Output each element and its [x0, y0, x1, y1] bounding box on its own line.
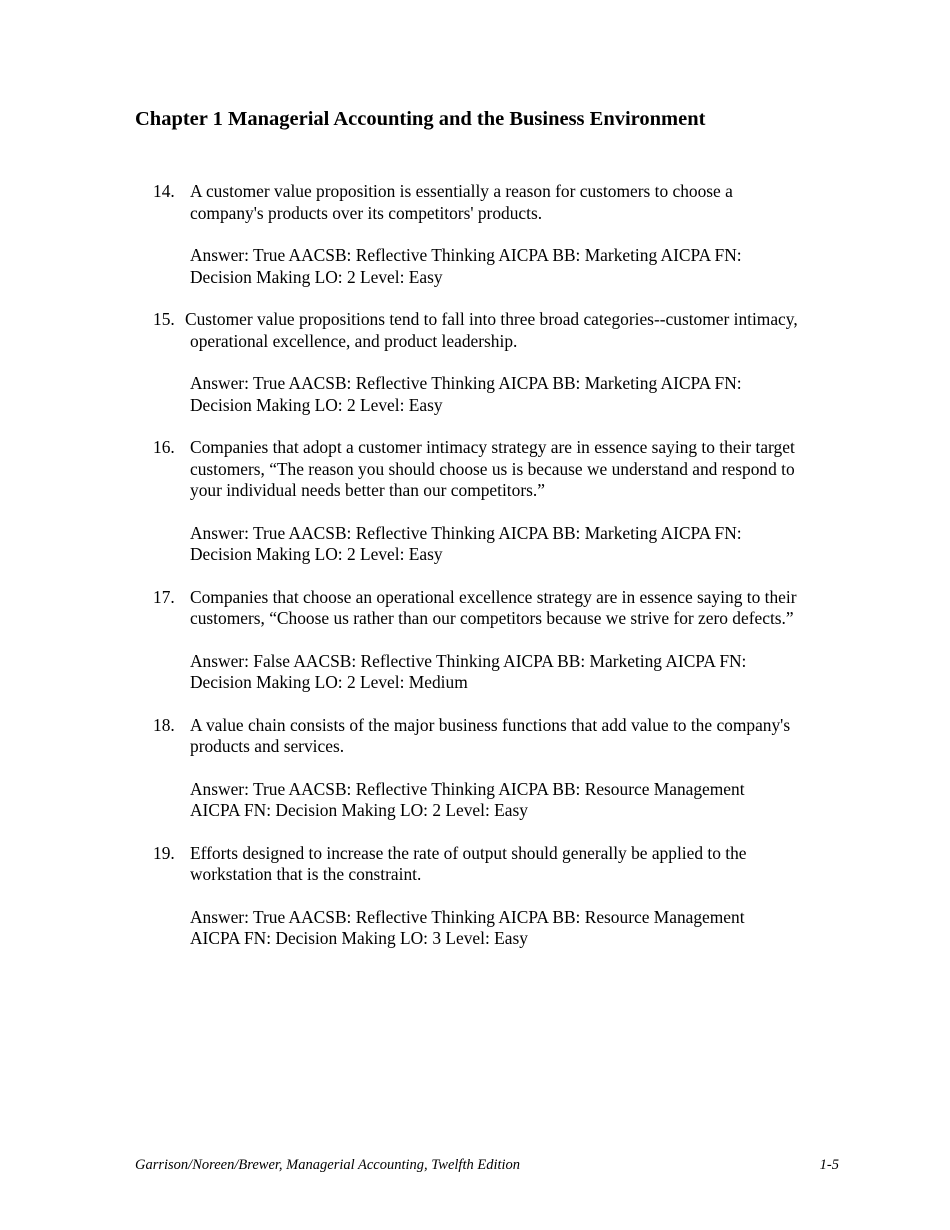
answer-line: Answer: True AACSB: Reflective Thinking AICPA BB: Resource Management AICPA FN: Decision Making LO: 2 Level: Easy	[190, 778, 745, 820]
question-15	[0, 309, 950, 416]
question-14	[0, 181, 950, 288]
question-16	[0, 437, 950, 566]
question-text: A value chain consists of the major business functions that add value to the company's products and services.	[190, 714, 791, 756]
answer-line: Answer: False AACSB: Reflective Thinking AICPA BB: Marketing AICPA FN: Decision Making LO: 2 Level: Medium	[190, 650, 747, 692]
question-18	[0, 715, 950, 822]
question-text: Efforts designed to increase the rate of output should generally be applied to the workstation that is the constraint.	[190, 842, 747, 884]
spacer	[0, 694, 950, 715]
question-number: 16.	[153, 437, 175, 457]
question-number: 14.	[153, 181, 175, 201]
question-number: 15.	[153, 309, 175, 329]
question-text: A customer value proposition is essentially a reason for customers to choose a company's products over its competitors' products.	[190, 181, 733, 223]
question-text: Companies that choose an operational excellence strategy are in essence saying to their customers, “Choose us rather than our competitors because we strive for zero defects.”	[190, 586, 797, 628]
question-text: Companies that adopt a customer intimacy strategy are in essence saying to their target customers, “The reason you should choose us is because we understand and respond to your individual needs better than our competitors.”	[190, 437, 795, 500]
question-list	[0, 181, 950, 950]
spacer	[0, 566, 950, 587]
question-number: 19.	[153, 842, 175, 863]
question-number: 17.	[153, 586, 175, 607]
answer-line: Answer: True AACSB: Reflective Thinking AICPA BB: Marketing AICPA FN: Decision Making LO: 2 Level: Easy	[190, 373, 742, 415]
question-text: Customer value propositions tend to fall into three broad categories--customer intimacy, operational excellence, and product leadership.	[185, 309, 798, 351]
page-number: 1-5	[819, 1157, 839, 1173]
question-17	[0, 587, 950, 694]
spacer	[0, 822, 950, 843]
question-19	[0, 843, 950, 950]
spacer	[0, 416, 950, 437]
question-number: 18.	[153, 714, 175, 735]
spacer	[0, 288, 950, 309]
footer-source: Garrison/Noreen/Brewer, Managerial Accounting, Twelfth Edition	[135, 1157, 521, 1173]
chapter-title: Chapter 1 Managerial Accounting and the Business Environment	[135, 108, 706, 130]
answer-line: Answer: True AACSB: Reflective Thinking AICPA BB: Marketing AICPA FN: Decision Making LO: 2 Level: Easy	[190, 245, 742, 287]
answer-line: Answer: True AACSB: Reflective Thinking AICPA BB: Resource Management AICPA FN: Decision Making LO: 3 Level: Easy	[190, 906, 745, 948]
answer-line: Answer: True AACSB: Reflective Thinking AICPA BB: Marketing AICPA FN: Decision Making LO: 2 Level: Easy	[190, 522, 742, 564]
